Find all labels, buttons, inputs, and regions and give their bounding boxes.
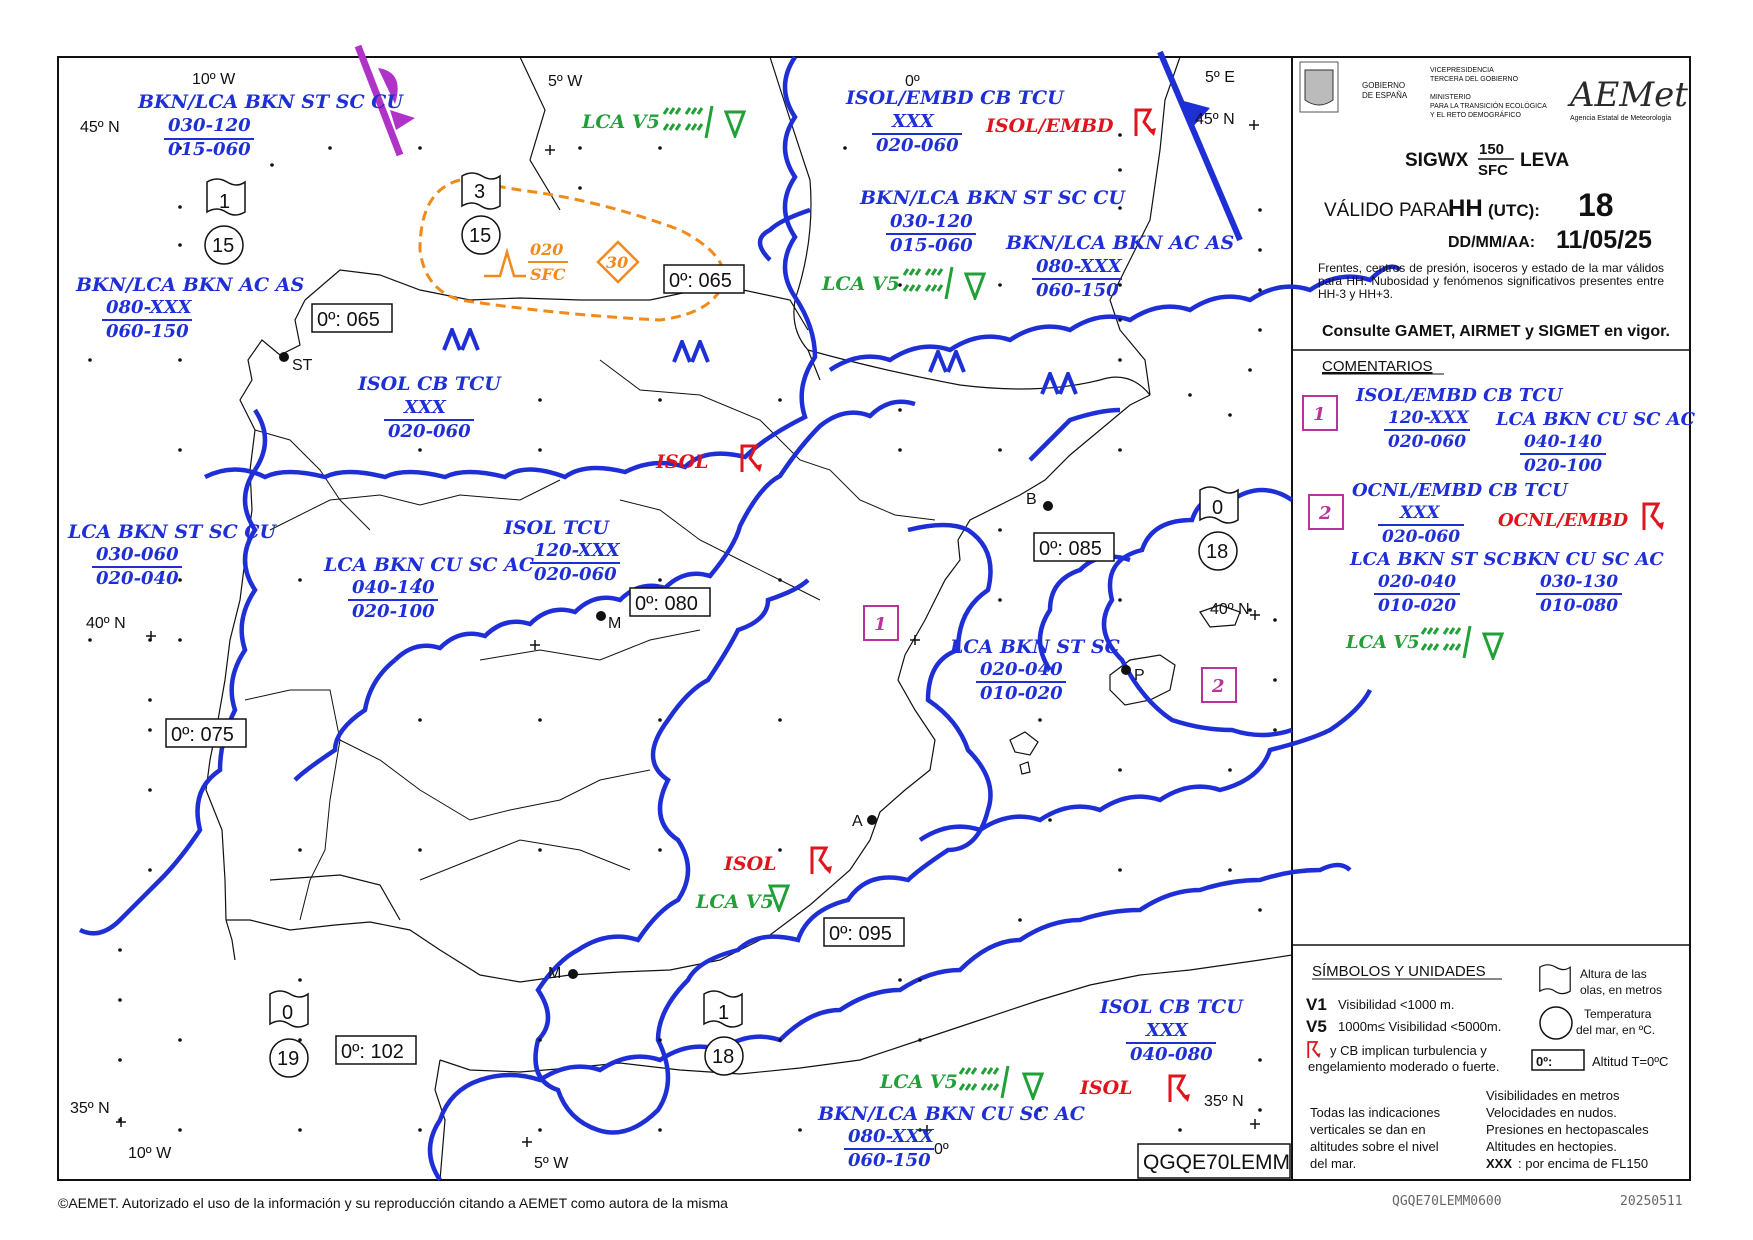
svg-text:LEVA: LEVA (1520, 150, 1570, 171)
mountain-wave-icon (930, 352, 964, 372)
area-north-cb (357, 373, 762, 473)
svg-text:10º W: 10º W (192, 71, 236, 88)
svg-text:SFC: SFC (530, 265, 566, 284)
svg-text:010-080: 010-080 (1540, 596, 1619, 616)
mist-icon (904, 267, 952, 299)
svg-text:A: A (852, 813, 863, 830)
mist-icon (1422, 626, 1470, 658)
svg-text:V5: V5 (1306, 1017, 1327, 1036)
svg-text:PARA LA TRANSICIÓN ECOLÓGICA: PARA LA TRANSICIÓN ECOLÓGICA (1430, 103, 1547, 110)
area-alboran-cb (1079, 996, 1244, 1102)
area-marker-2 (1202, 668, 1236, 702)
turbulence-cb-icon (812, 848, 832, 874)
freezing-level-boxes (166, 265, 1114, 1064)
svg-text:0º: 065: 0º: 065 (669, 270, 732, 292)
svg-text:060-150: 060-150 (848, 1150, 931, 1171)
copyright: ©AEMET. Autorizado el uso de la información y su reproducción citando a AEMET como autora de la misma (58, 1195, 728, 1211)
svg-text:0º: 065: 0º: 065 (317, 309, 380, 331)
svg-text:0: 0 (1212, 497, 1224, 519)
header-logos (1300, 62, 1688, 122)
svg-text:DD/MM/AA:: DD/MM/AA: (1448, 234, 1536, 251)
svg-text:120-XXX: 120-XXX (534, 540, 620, 561)
svg-text:020-040: 020-040 (96, 568, 179, 589)
svg-text:LCA BKN ST SC CU: LCA BKN ST SC CU (68, 521, 277, 543)
svg-text:ISOL: ISOL (656, 451, 709, 473)
sea-state-biscay (462, 173, 500, 254)
svg-text:1: 1 (1313, 404, 1326, 425)
svg-text:0º:: 0º: (1536, 1054, 1553, 1069)
area-france-ac (1005, 232, 1234, 301)
svg-text:030-130: 030-130 (1540, 572, 1619, 592)
svg-text:(UTC):: (UTC): (1488, 201, 1540, 220)
svg-text:35º N: 35º N (70, 1100, 110, 1117)
svg-text:LCA V5: LCA V5 (582, 111, 660, 133)
area-alboran-vis (879, 1066, 1042, 1098)
svg-text:LCA BKN ST SC: LCA BKN ST SC (950, 636, 1120, 658)
svg-text:010-020: 010-020 (980, 683, 1063, 704)
sea-state-atl-n (205, 179, 245, 264)
svg-text:15: 15 (469, 225, 492, 247)
svg-text:LCA BKN ST SC: LCA BKN ST SC (1350, 549, 1511, 570)
svg-text:30: 30 (606, 253, 629, 272)
svg-text:Altura de las: Altura de las (1580, 967, 1647, 981)
svg-text:BKN/LCA BKN ST SC CU: BKN/LCA BKN ST SC CU (138, 91, 403, 113)
svg-text:040-140: 040-140 (1524, 432, 1603, 452)
svg-text:18: 18 (1578, 187, 1614, 223)
svg-text:020-060: 020-060 (388, 421, 471, 442)
svg-text:VÁLIDO PARA: VÁLIDO PARA (1324, 200, 1450, 221)
chart-title (1405, 141, 1570, 179)
area-med-st (949, 636, 1120, 704)
svg-text:SIGWX: SIGWX (1405, 150, 1469, 171)
turbulence-cb-icon (1644, 504, 1664, 530)
svg-text:0º: 102: 0º: 102 (341, 1041, 404, 1063)
svg-text:5º E: 5º E (1205, 69, 1235, 86)
svg-text:020-060: 020-060 (534, 564, 617, 585)
svg-text:020-040: 020-040 (980, 659, 1063, 680)
svg-text:LCA BKN CU SC AC: LCA BKN CU SC AC (324, 554, 535, 576)
svg-text:LCA BKN CU SC AC: LCA BKN CU SC AC (1496, 409, 1695, 430)
svg-text:SFC: SFC (1478, 162, 1508, 179)
svg-text:19: 19 (277, 1048, 300, 1070)
svg-text:020-060: 020-060 (876, 135, 959, 156)
svg-text:Visibilidad <1000 m.: Visibilidad <1000 m. (1338, 997, 1455, 1012)
svg-text:45º N: 45º N (80, 119, 120, 136)
svg-text:SÍMBOLOS Y UNIDADES: SÍMBOLOS Y UNIDADES (1312, 963, 1486, 980)
visibility-icon (1484, 634, 1502, 658)
svg-text:5º W: 5º W (534, 1155, 569, 1172)
svg-text:GOBIERNO: GOBIERNO (1362, 81, 1406, 90)
file-id: QGQE70LEMM0600 (1392, 1194, 1502, 1209)
comments-section (1303, 358, 1696, 658)
mountain-wave-icon (444, 330, 478, 350)
svg-text:OCNL/EMBD: OCNL/EMBD (1498, 510, 1629, 531)
mist-icon (960, 1066, 1008, 1098)
svg-text:40º N: 40º N (1210, 601, 1250, 618)
svg-text:Altitudes en hectopies.: Altitudes en hectopies. (1486, 1139, 1617, 1154)
svg-text:10º W: 10º W (128, 1145, 172, 1162)
svg-text:15: 15 (212, 235, 235, 257)
svg-text:del mar, en ºC.: del mar, en ºC. (1576, 1023, 1656, 1037)
svg-text:V1: V1 (1306, 995, 1327, 1014)
area-nw-atlantic (137, 91, 404, 160)
svg-text:1: 1 (219, 191, 231, 213)
svg-text:040-080: 040-080 (1130, 1044, 1213, 1065)
valid-time (1324, 187, 1652, 254)
svg-text:020-100: 020-100 (1524, 456, 1603, 476)
turbulence-cb-icon (1308, 1042, 1320, 1058)
mist-icon (664, 106, 712, 138)
svg-text:: por encima de FL150: : por encima de FL150 (1518, 1156, 1649, 1171)
area-central-cu (323, 554, 534, 622)
svg-text:Y EL RETO DEMOGRÁFICO: Y EL RETO DEMOGRÁFICO (1430, 112, 1521, 119)
svg-text:0º: 095: 0º: 095 (829, 923, 892, 945)
svg-text:0º: 075: 0º: 075 (171, 724, 234, 746)
turbulence-cb-icon (1136, 110, 1156, 136)
svg-text:18: 18 (1206, 541, 1229, 563)
aemet-logo: AEMet (1570, 75, 1688, 115)
svg-text:35º N: 35º N (1204, 1093, 1244, 1110)
svg-text:LCA V5: LCA V5 (696, 891, 774, 913)
svg-text:1: 1 (718, 1002, 730, 1024)
wave-height-icon (1540, 965, 1570, 994)
area-france-vis (821, 267, 984, 299)
svg-text:verticales se dan en: verticales se dan en (1310, 1122, 1426, 1137)
file-date: 20250511 (1620, 1194, 1683, 1209)
svg-text:Velocidades en nudos.: Velocidades en nudos. (1486, 1105, 1617, 1120)
svg-text:P: P (1134, 667, 1145, 684)
svg-text:Presiones en hectopascales: Presiones en hectopascales (1486, 1122, 1649, 1137)
svg-text:B: B (1026, 491, 1037, 508)
svg-text:LCA V5: LCA V5 (822, 273, 900, 295)
svg-text:030-120: 030-120 (890, 211, 973, 232)
sea-state-alboran (704, 991, 743, 1075)
svg-text:0º: 0º (905, 73, 920, 90)
sea-temp-icon (1540, 1007, 1572, 1039)
svg-text:XXX: XXX (404, 397, 446, 418)
svg-text:XXX: XXX (892, 111, 934, 132)
svg-text:del mar.: del mar. (1310, 1156, 1357, 1171)
svg-text:Todas las indicaciones: Todas las indicaciones (1310, 1105, 1441, 1120)
svg-text:LCA V5: LCA V5 (880, 1071, 958, 1093)
sea-state-atl-s (270, 991, 308, 1077)
svg-text:COMENTARIOS: COMENTARIOS (1322, 358, 1433, 375)
borders (245, 360, 935, 920)
svg-text:BKN/LCA BKN AC AS: BKN/LCA BKN AC AS (1006, 232, 1235, 254)
svg-text:Agencia Estatal de Meteorologí: Agencia Estatal de Meteorología (1570, 115, 1672, 122)
svg-text:BKN/LCA BKN CU SC AC: BKN/LCA BKN CU SC AC (818, 1103, 1085, 1125)
svg-text:020-060: 020-060 (1388, 432, 1467, 452)
visibility-icon (966, 274, 984, 298)
svg-text:015-060: 015-060 (168, 139, 251, 160)
svg-text:45º N: 45º N (1195, 111, 1235, 128)
svg-text:ISOL CB TCU: ISOL CB TCU (1100, 996, 1243, 1018)
svg-text:0º: 085: 0º: 085 (1039, 538, 1102, 560)
svg-text:030-060: 030-060 (96, 544, 179, 565)
svg-text:olas, en metros: olas, en metros (1580, 983, 1663, 997)
svg-text:060-150: 060-150 (1036, 280, 1119, 301)
svg-text:XXX: XXX (1486, 1156, 1513, 1171)
svg-text:BKN CU SC AC: BKN CU SC AC (1512, 549, 1664, 570)
turbulence-cb-icon (1170, 1076, 1190, 1102)
svg-text:2: 2 (1212, 676, 1225, 697)
mountain-wave-icon (674, 342, 708, 362)
svg-text:080-XXX: 080-XXX (106, 297, 192, 318)
svg-text:OCNL/EMBD CB TCU: OCNL/EMBD CB TCU (1352, 480, 1568, 501)
svg-text:VICEPRESIDENCIA: VICEPRESIDENCIA (1430, 67, 1494, 74)
svg-text:40º N: 40º N (86, 615, 126, 632)
svg-text:020-040: 020-040 (1378, 572, 1457, 592)
svg-text:010-020: 010-020 (1378, 596, 1457, 616)
svg-text:3: 3 (474, 181, 486, 203)
svg-text:ST: ST (292, 357, 313, 374)
svg-text:11/05/25: 11/05/25 (1556, 226, 1652, 254)
svg-text:020-100: 020-100 (352, 601, 435, 622)
svg-text:ISOL: ISOL (1080, 1077, 1133, 1099)
svg-text:0º: 0º (934, 1141, 949, 1158)
area-n-atl-vis (581, 106, 744, 138)
svg-text:020: 020 (530, 240, 564, 259)
visibility-icon (1024, 1074, 1042, 1098)
svg-text:ISOL CB TCU: ISOL CB TCU (358, 373, 501, 395)
svg-text:BKN/LCA BKN AC AS: BKN/LCA BKN AC AS (76, 274, 305, 296)
svg-text:ISOL/EMBD: ISOL/EMBD (986, 115, 1114, 137)
svg-text:015-060: 015-060 (890, 235, 973, 256)
svg-text:DE ESPAÑA: DE ESPAÑA (1362, 91, 1408, 100)
bulletin-id: QGQE70LEMM (1143, 1151, 1291, 1174)
svg-text:BKN/LCA BKN ST SC CU: BKN/LCA BKN ST SC CU (860, 187, 1125, 209)
svg-text:150: 150 (1479, 141, 1505, 158)
area-galicia-ac (75, 274, 304, 342)
svg-text:ISOL/EMBD CB TCU: ISOL/EMBD CB TCU (846, 87, 1064, 109)
icing-icon (484, 252, 526, 276)
svg-text:Temperatura: Temperatura (1584, 1007, 1652, 1021)
chart-description: Frentes, centros de presión, isoceros y estado de la mar válidos para HH. Nubosidad y fenómenos significativos presentes entre HH-3 y HH+3. (1318, 262, 1664, 301)
svg-text:M: M (548, 965, 562, 982)
svg-text:030-120: 030-120 (168, 115, 251, 136)
svg-text:ISOL TCU: ISOL TCU (504, 517, 609, 539)
svg-text:LCA V5: LCA V5 (1346, 632, 1420, 653)
svg-text:MINISTERIO: MINISTERIO (1430, 94, 1471, 101)
svg-text:0: 0 (282, 1002, 294, 1024)
svg-text:XXX: XXX (1400, 503, 1440, 523)
mountain-wave-icon (1042, 374, 1076, 394)
svg-text:y CB implican turbulencia y: y CB implican turbulencia y (1330, 1043, 1487, 1058)
area-biscay-east (845, 87, 1156, 156)
svg-text:1: 1 (874, 614, 887, 635)
svg-text:080-XXX: 080-XXX (848, 1126, 934, 1147)
svg-text:1000m≤ Visibilidad <5000m.: 1000m≤ Visibilidad <5000m. (1338, 1019, 1502, 1034)
svg-text:HH: HH (1448, 195, 1483, 222)
svg-text:120-XXX: 120-XXX (1388, 408, 1469, 428)
svg-text:M: M (608, 615, 622, 632)
visibility-icon (726, 112, 744, 136)
consult-note: Consulte GAMET, AIRMET y SIGMET en vigor. (1322, 323, 1670, 340)
svg-text:0º: 080: 0º: 080 (635, 593, 698, 615)
svg-text:080-XXX: 080-XXX (1036, 256, 1122, 277)
svg-text:2: 2 (1319, 503, 1332, 524)
area-marker-1 (864, 606, 898, 640)
svg-text:XXX: XXX (1146, 1020, 1188, 1041)
svg-text:18: 18 (712, 1046, 735, 1068)
svg-text:engelamiento moderado o fuerte: engelamiento moderado o fuerte. (1308, 1059, 1500, 1074)
legend-section (1306, 963, 1668, 1171)
svg-text:Altitud T=0ºC: Altitud T=0ºC (1592, 1054, 1669, 1069)
svg-text:altitudes sobre el nivel: altitudes sobre el nivel (1310, 1139, 1439, 1154)
sea-state-balearic (1199, 487, 1238, 570)
svg-text:040-140: 040-140 (352, 577, 435, 598)
area-alboran-cu (817, 1103, 1085, 1171)
svg-text:020-060: 020-060 (1382, 527, 1461, 547)
svg-text:ISOL/EMBD CB TCU: ISOL/EMBD CB TCU (1356, 385, 1563, 406)
svg-text:Visibilidades en metros: Visibilidades en metros (1486, 1088, 1620, 1103)
svg-text:060-150: 060-150 (106, 321, 189, 342)
svg-text:5º W: 5º W (548, 73, 583, 90)
icing-info (484, 240, 638, 284)
svg-text:TERCERA DEL GOBIERNO: TERCERA DEL GOBIERNO (1430, 76, 1519, 83)
svg-text:ISOL: ISOL (724, 853, 777, 875)
